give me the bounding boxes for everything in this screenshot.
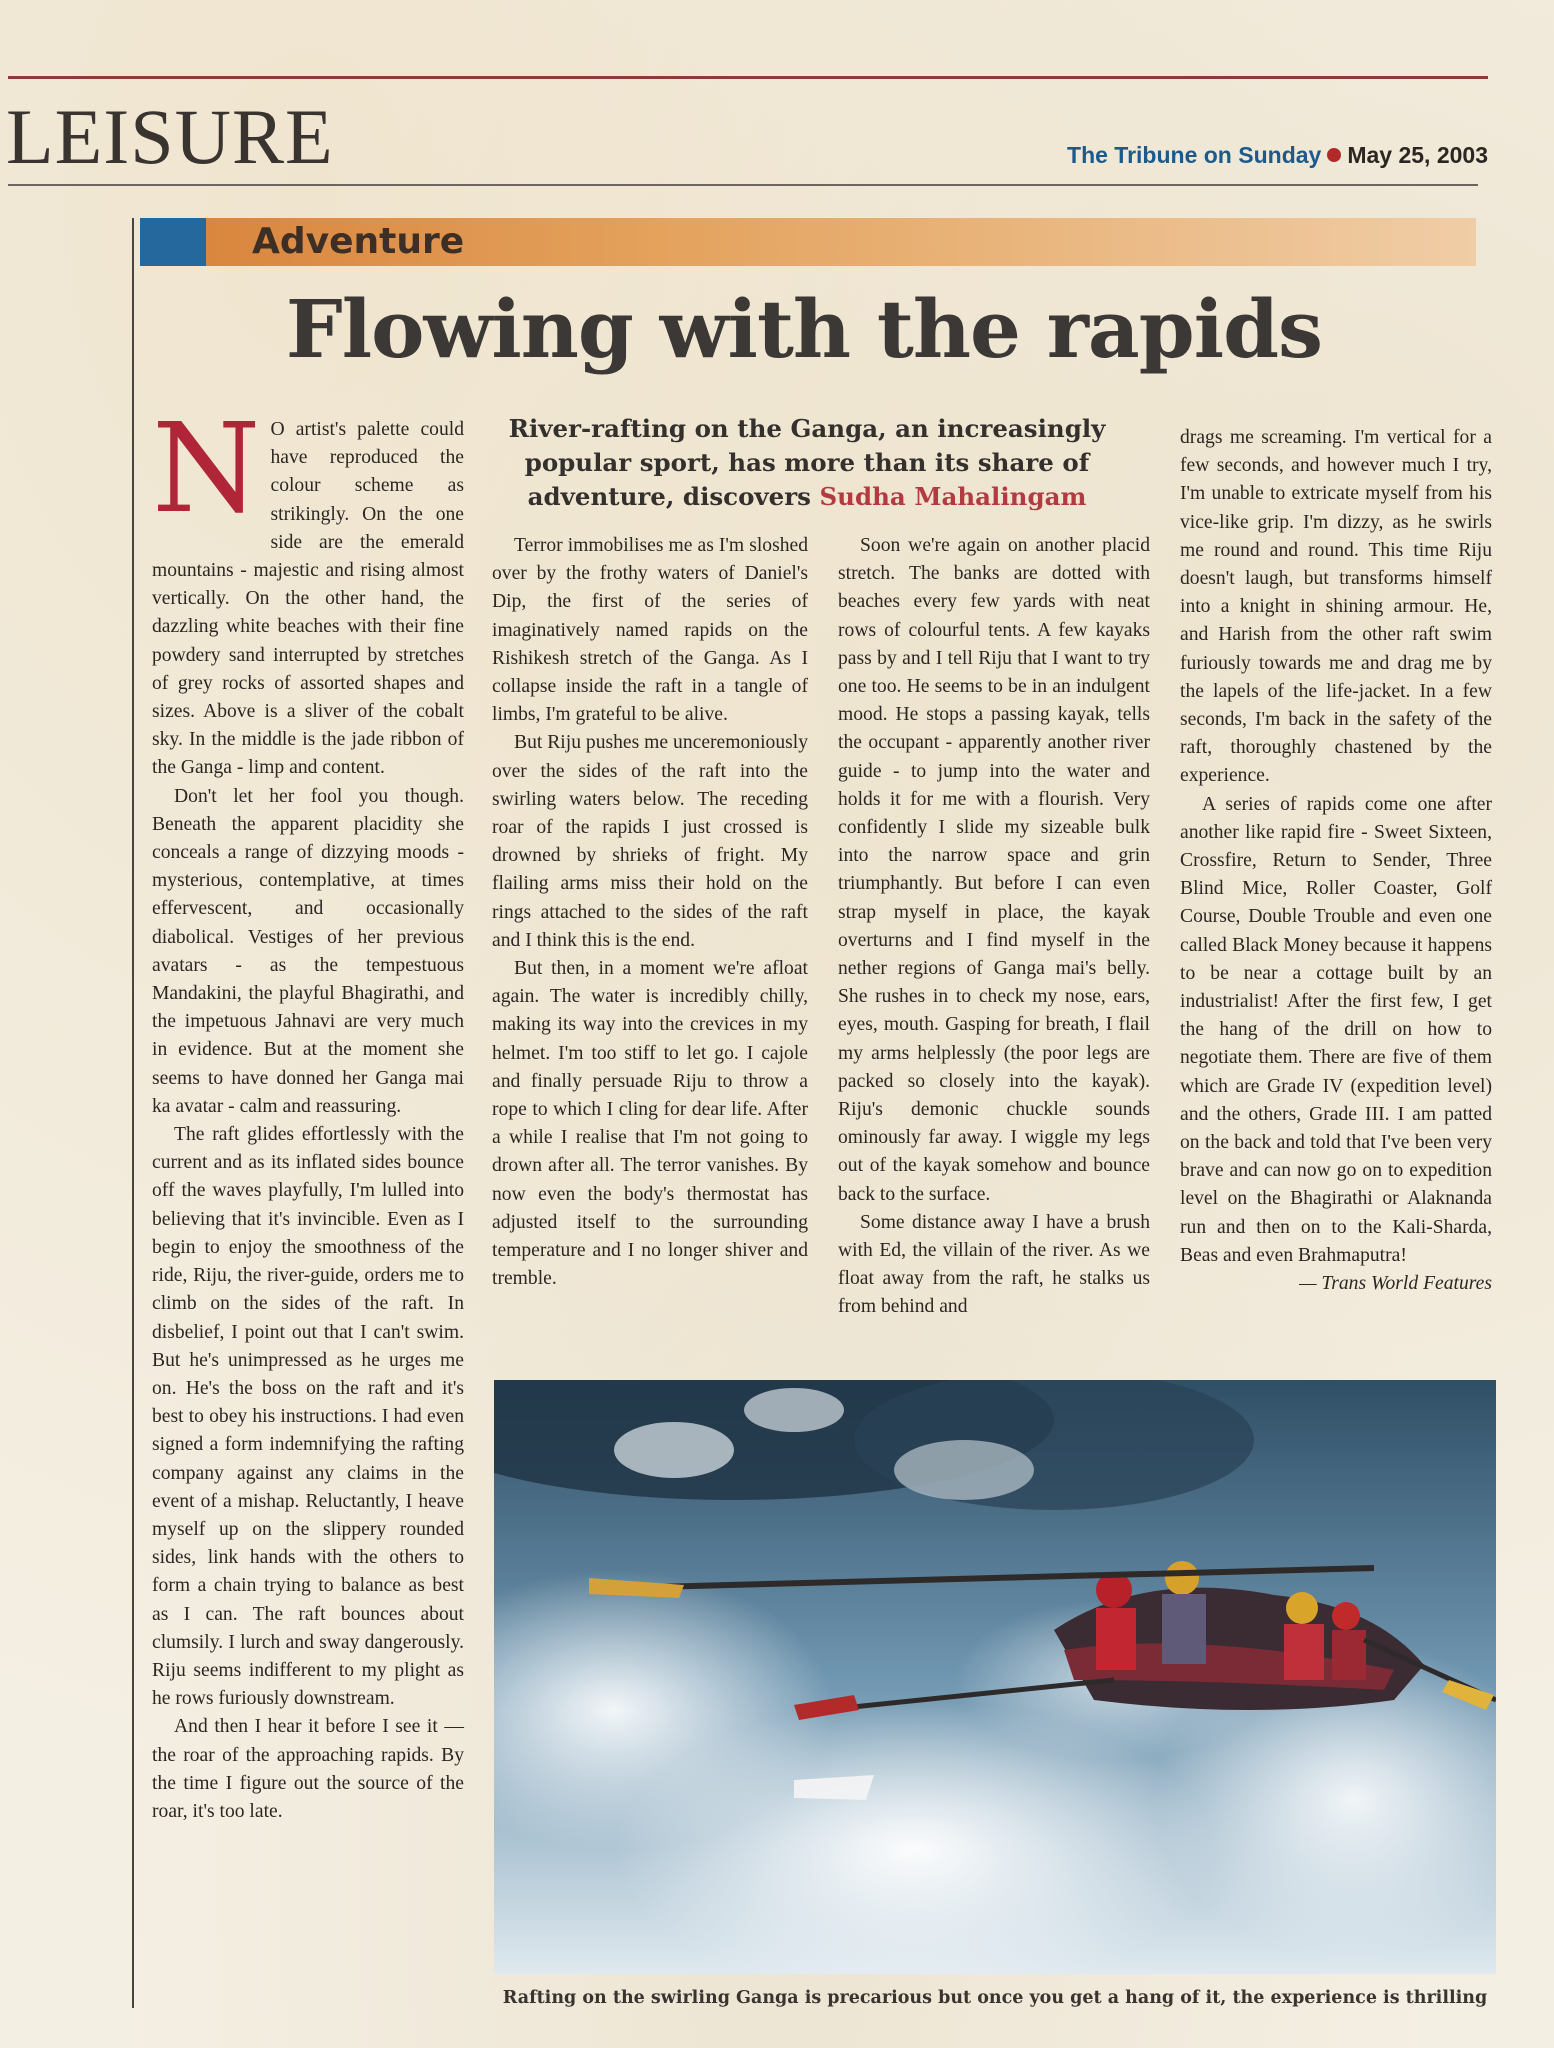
paragraph: Terror immobilises me as I'm sloshed over by the frothy waters of Daniel's Dip, the first of the series of imaginatively named rapids on the Rishikesh stretch of the Ganga. As I collapse inside the raft in a tangle of limbs, I'm grateful to be alive. [492, 535, 808, 726]
paragraph: But Riju pushes me unceremoniously over the sides of the raft into the swirling waters below. The receding roar of the rapids I just crossed is drowned by shrieks of fright. My flailing arms miss their hold on the rings attached to the sides of the raft and I think this is the end. [492, 732, 808, 951]
agency-credit: — Trans World Features [1299, 1273, 1492, 1295]
article-column-3 [838, 532, 1150, 1366]
bullet-dot-icon [1327, 148, 1341, 162]
deck-text: River-rafting on the Ganga, an increasingly popular sport, has more than its share of adventure, discovers [508, 414, 1106, 511]
paragraph: But then, in a moment we're afloat again. The water is incredibly chilly, making its way into the crevices in my helmet. I'm too stiff to let go. I cajole and finally persuade Riju to throw a rope to which I cling for dear life. After a while I realise that I'm not going to drown after all. The terror vanishes. By now even the body's thermostat has adjusted itself to the surrounding temperature and I no longer shiver and tremble. [492, 958, 808, 1290]
column-border [132, 218, 134, 2008]
kicker-square-icon [140, 218, 206, 266]
publication-date: May 25, 2003 [1347, 142, 1488, 168]
paragraph: O artist's palette could have reproduced the colour scheme as strikingly. On the one side are the emerald mountains - majestic and rising almost vertically. On the other hand, the dazzling white beaches with their fine powdery sand interrupted by stretches of grey rocks of assorted shapes and sizes. Above is a sliver of the cobalt sky. In the middle is the jade ribbon of the Ganga - limp and content. [152, 419, 464, 779]
paragraph: drags me screaming. I'm vertical for a few seconds, and however much I try, I'm unable to extricate myself from his vice-like grip. I'm dizzy, as he swirls me round and round. This time Riju doesn't laugh, but transforms himself into a knight in shining armour. He, and Harish from the other raft swim furiously towards me and drag me by the lapels of the life-jacket. In a few seconds, I'm back in the safety of the raft, thoroughly chastened by the experience. [1180, 427, 1492, 787]
rafting-photo [494, 1380, 1496, 1974]
section-title: LEISURE [6, 93, 334, 180]
article-column-1 [152, 397, 464, 2012]
paragraph: Soon we're again on another placid stretch. The banks are dotted with beaches every few yards with neat rows of colourful tents. A few kayaks pass by and I tell Riju that I want to try one too. He seems to be in an indulgent mood. He stops a passing kayak, tells the occupant - apparently another river guide - to jump into the water and holds it for me with a flourish. Very confidently I slide my sizeable bulk into the narrow space and grin triumphantly. But before I can even strap myself in place, the kayak overturns and I find myself in the nether regions of Ganga mai's belly. She rushes in to check my nose, ears, eyes, mouth. Gasping for breath, I flail my arms helplessly (the poor legs are packed so closely into the kayak). Riju's demonic chuckle sounds ominously far away. I wiggle my legs out of the kayak somehow and bounce back to the surface. [838, 535, 1150, 1205]
paragraph: Don't let her fool you though. Beneath the apparent placidity she conceals a range of dizzying moods -mysterious, contemplative, at times effervescent, and occasionally diabolical. Vestiges of her previous avatars - as the tempestuous Mandakini, the playful Bhagirathi, and the impetuous Jahnavi are very much in evidence. But at the moment she seems to have donned her Ganga mai ka avatar - calm and reassuring. [152, 785, 464, 1117]
kicker-label: Adventure [252, 221, 465, 262]
paragraph: The raft glides effortlessly with the current and as its inflated sides bounce off the waves playfully, I'm lulled into believing that it's invincible. Even as I begin to enjoy the smoothness of the ride, Riju, the river-guide, orders me to climb on the sides of the raft. In disbelief, I point out that I can't swim. But he's unimpressed as he urges me on. He's the boss on the raft and it's best to obey his instructions. I had even signed a form indemnifying the rafting company against any claims in the event of a mishap. Reluctantly, I heave myself up on the slippery rounded sides, link hands with the others to form a chain trying to balance as best as I can. The raft bounces about clumsily. I lurch and sway dangerously. Riju seems indifferent to my plight as he rows furiously downstream. [152, 1124, 464, 1710]
rafting-photo-illustration [494, 1380, 1496, 1974]
paragraph: Some distance away I have a brush with Ed, the villain of the river. As we float away from the raft, he stalks us from behind and [838, 1211, 1150, 1318]
photo-caption: Rafting on the swirling Ganga is precarious but once you get a hang of it, the experience is thrilling [502, 1988, 1488, 2008]
deck [487, 412, 1127, 514]
paragraph: A series of rapids come one after another like rapid fire - Sweet Sixteen, Crossfire, Return to Sender, Three Blind Mice, Roller Coaster, Golf Course, Double Trouble and even one called Black Money because it happens to be near a cottage built by an industrialist! After the first few, I get the hang of the drill on how to negotiate them. There are five of them which are Grade IV (expedition level) and the others, Grade III. I am patted on the back and told that I've been very brave and can now go on to expedition level on the Bhagirathi or Alaknanda run and then on to the Kali-Sharda, Beas and even Brahmaputra! [1180, 793, 1492, 1266]
paragraph: And then I hear it before I see it —the roar of the approaching rapids. By the time I figure out the source of the roar, it's too late. [152, 1716, 464, 1822]
header-rule [8, 184, 1478, 186]
byline: Sudha Mahalingam [819, 482, 1087, 511]
top-rule [8, 76, 1488, 79]
drop-cap: N [152, 397, 261, 541]
article-column-2 [492, 532, 808, 1366]
folio-line [1067, 142, 1488, 169]
article-column-4 [1180, 424, 1492, 1368]
headline: Flowing with the rapids [285, 282, 1323, 376]
publication-name: The Tribune on Sunday [1067, 142, 1322, 168]
